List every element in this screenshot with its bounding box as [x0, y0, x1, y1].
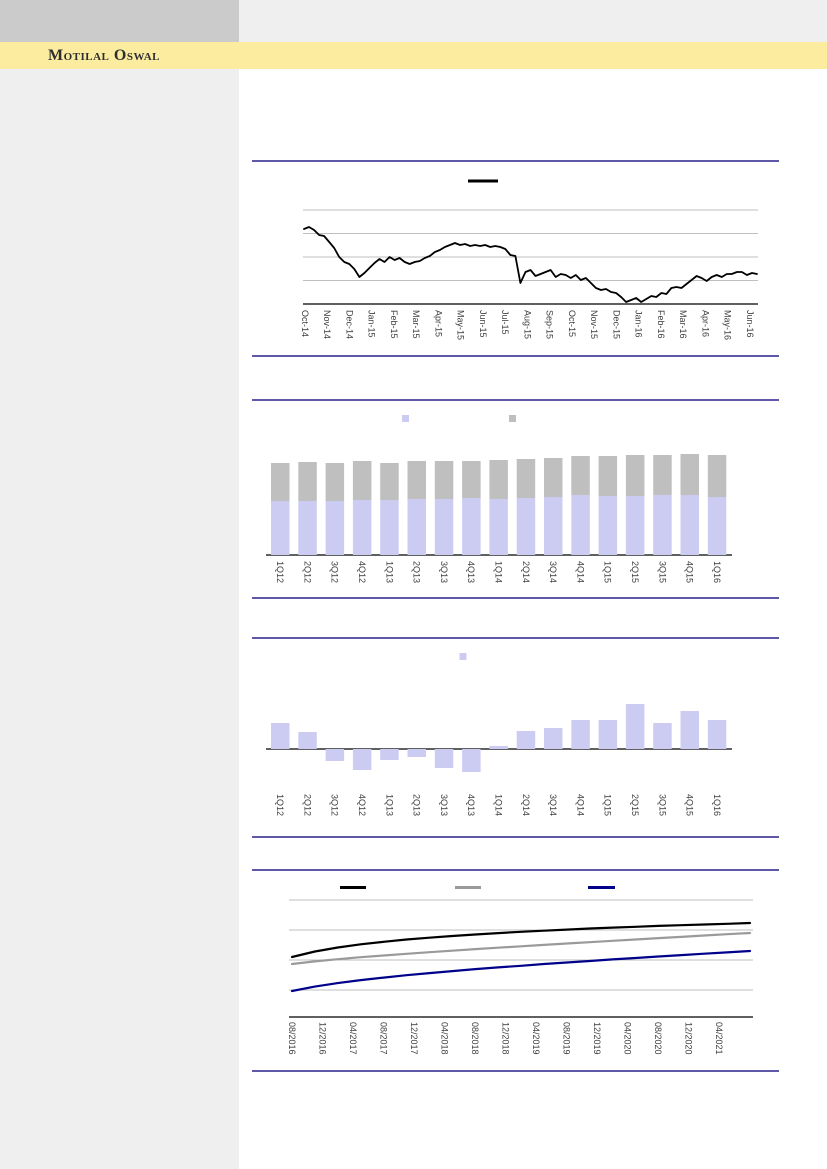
- x-axis-label: 04/2021: [713, 1022, 724, 1055]
- bar: [380, 749, 399, 760]
- x-axis-label: 3Q12: [329, 561, 340, 584]
- bar-segment: [408, 499, 427, 555]
- bar-segment: [653, 495, 672, 555]
- bar-segment: [435, 499, 454, 555]
- x-axis-label: Oct-15: [566, 310, 577, 338]
- bar-segment: [681, 495, 700, 555]
- bar: [326, 749, 345, 761]
- bar: [408, 749, 427, 757]
- x-axis-label: 2Q14: [520, 561, 531, 584]
- bar: [708, 720, 727, 749]
- x-axis-label: 4Q14: [575, 794, 586, 817]
- x-axis-label: 4Q14: [575, 561, 586, 584]
- x-axis-label: 3Q14: [548, 794, 559, 817]
- bar-segment: [462, 498, 481, 555]
- x-axis-label: 1Q12: [275, 794, 286, 817]
- bar: [626, 704, 645, 749]
- bar-segment: [298, 462, 317, 501]
- bar-segment: [653, 455, 672, 495]
- bar: [517, 731, 536, 749]
- x-axis-label: 4Q13: [466, 794, 477, 817]
- x-axis-label: 08/2016: [286, 1022, 297, 1055]
- x-axis-label: 12/2016: [317, 1022, 328, 1055]
- legend-mark: [460, 653, 467, 660]
- price-trend-chart: [252, 160, 779, 356]
- x-axis-label: 08/2018: [469, 1022, 480, 1055]
- section-divider: [252, 355, 779, 357]
- x-axis-label: Jan-16: [633, 310, 644, 338]
- bar-segment: [626, 455, 645, 496]
- brand-logo-text: Motilal Oswal: [48, 46, 161, 64]
- section-divider: [252, 1070, 779, 1072]
- x-axis-label: 4Q15: [684, 794, 695, 817]
- bar-segment: [326, 501, 345, 555]
- x-axis-label: 2Q15: [630, 794, 640, 817]
- x-axis-label: 1Q13: [384, 561, 395, 584]
- series-line: [304, 227, 757, 302]
- x-axis-label: 1Q15: [602, 561, 613, 584]
- bar-segment: [517, 498, 536, 555]
- x-axis-label: Dec-14: [344, 310, 355, 340]
- bar-segment: [271, 501, 290, 555]
- bar: [571, 720, 590, 749]
- bar-segment: [353, 500, 372, 555]
- x-axis-label: 04/2018: [439, 1022, 450, 1055]
- cumulative-trend-chart: [252, 869, 779, 1071]
- x-axis-label: Mar-15: [411, 310, 422, 339]
- bar: [353, 749, 372, 770]
- x-axis-label: Oct-14: [299, 310, 310, 338]
- bar-segment: [599, 496, 618, 555]
- bar-segment: [408, 461, 427, 499]
- legend-mark: [402, 415, 409, 422]
- series-line: [292, 923, 750, 957]
- x-axis-label: 1Q15: [602, 794, 613, 817]
- x-axis-label: 2Q13: [411, 561, 422, 584]
- x-axis-label: 4Q15: [684, 561, 695, 584]
- quarterly-stacked-chart: [252, 400, 779, 598]
- x-axis-label: Jun-16: [744, 310, 755, 338]
- bar: [544, 728, 563, 749]
- x-axis-label: 12/2020: [683, 1022, 694, 1055]
- x-axis-label: Nov-15: [589, 310, 600, 340]
- bar-segment: [626, 496, 645, 555]
- x-axis-label: 1Q16: [711, 794, 722, 817]
- x-axis-label: 1Q12: [275, 561, 286, 584]
- x-axis-label: 08/2020: [652, 1022, 663, 1055]
- brand-band: [0, 42, 827, 69]
- x-axis-label: 2Q12: [302, 794, 313, 817]
- x-axis-label: Apr-16: [700, 310, 711, 338]
- x-axis-label: 3Q15: [657, 794, 668, 817]
- x-axis-label: Apr-15: [433, 310, 444, 338]
- bar-segment: [544, 458, 563, 497]
- x-axis-label: 12/2018: [500, 1022, 511, 1055]
- x-axis-label: 3Q14: [548, 561, 559, 584]
- left-sidebar: [0, 69, 239, 1169]
- quarterly-growth-chart: [252, 637, 779, 837]
- x-axis-label: Aug-15: [522, 310, 533, 340]
- x-axis-label: Feb-16: [655, 310, 666, 339]
- section-divider: [252, 836, 779, 838]
- legend-mark: [509, 415, 516, 422]
- bar-segment: [708, 497, 727, 555]
- bar-segment: [571, 456, 590, 495]
- bar: [599, 720, 618, 749]
- bar: [681, 711, 700, 749]
- x-axis-label: Jan-15: [366, 310, 377, 338]
- bar-segment: [681, 454, 700, 495]
- bar-segment: [326, 463, 345, 501]
- x-axis-label: 1Q14: [493, 794, 504, 817]
- bar-segment: [599, 456, 618, 496]
- bar-segment: [435, 461, 454, 499]
- bar: [298, 732, 317, 749]
- x-axis-label: 2Q15: [630, 561, 640, 584]
- section-divider: [252, 597, 779, 599]
- bar-segment: [489, 499, 508, 555]
- bar: [435, 749, 454, 768]
- bar-segment: [571, 495, 590, 555]
- x-axis-label: 04/2019: [530, 1022, 541, 1055]
- x-axis-label: 3Q12: [329, 794, 340, 817]
- x-axis-label: 12/2019: [591, 1022, 602, 1055]
- x-axis-label: 2Q14: [520, 794, 531, 817]
- x-axis-label: 2Q12: [302, 561, 313, 584]
- bar-segment: [353, 461, 372, 500]
- x-axis-label: May-16: [722, 310, 733, 341]
- x-axis-label: 4Q12: [357, 561, 367, 584]
- x-axis-label: Mar-16: [678, 310, 689, 339]
- x-axis-label: 3Q15: [657, 561, 668, 584]
- x-axis-label: May-15: [455, 310, 466, 341]
- x-axis-label: Jul-15: [500, 310, 511, 335]
- x-axis-label: 08/2019: [561, 1022, 572, 1055]
- series-line: [292, 933, 750, 964]
- x-axis-label: 12/2017: [408, 1022, 419, 1055]
- x-axis-label: 04/2017: [347, 1022, 358, 1055]
- bar-segment: [708, 455, 727, 497]
- x-axis-label: 4Q12: [357, 794, 367, 817]
- x-axis-label: 08/2017: [378, 1022, 389, 1055]
- x-axis-label: Dec-15: [611, 310, 622, 340]
- header-background: [239, 0, 827, 42]
- bar-segment: [298, 501, 317, 555]
- x-axis-label: Sep-15: [544, 310, 555, 340]
- bar-segment: [489, 460, 508, 499]
- x-axis-label: Feb-15: [388, 310, 399, 339]
- x-axis-label: 04/2020: [622, 1022, 633, 1055]
- bar-segment: [517, 459, 536, 498]
- header-placeholder-block: [0, 0, 239, 42]
- x-axis-label: Nov-14: [322, 310, 332, 340]
- x-axis-label: 4Q13: [466, 561, 477, 584]
- bar-segment: [380, 463, 399, 500]
- bar-segment: [462, 461, 481, 498]
- x-axis-label: 3Q13: [438, 561, 449, 584]
- x-axis-label: 3Q13: [438, 794, 449, 817]
- bar: [653, 723, 672, 749]
- bar: [271, 723, 290, 749]
- bar: [462, 749, 481, 772]
- x-axis-label: 1Q16: [711, 561, 722, 584]
- bar-segment: [380, 500, 399, 555]
- bar-segment: [271, 463, 290, 501]
- x-axis-label: 2Q13: [411, 794, 422, 817]
- bar-segment: [544, 497, 563, 555]
- bar: [489, 746, 508, 749]
- x-axis-label: Jun-15: [477, 310, 488, 338]
- x-axis-label: 1Q13: [384, 794, 395, 817]
- x-axis-label: 1Q14: [493, 561, 504, 584]
